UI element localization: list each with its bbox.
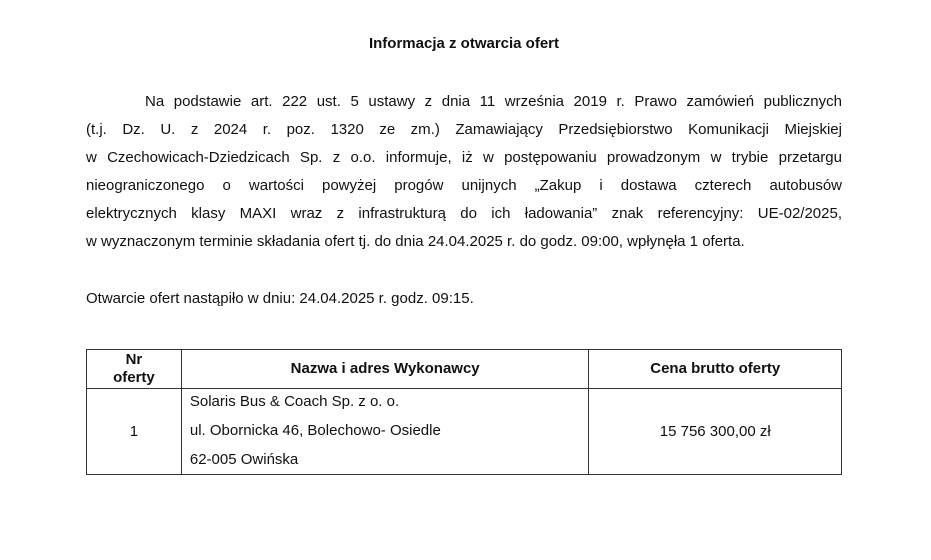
contractor-cell	[181, 389, 589, 475]
offer-number-cell: 1	[87, 389, 182, 475]
contractor-name: Solaris Bus & Coach Sp. z o. o.	[189, 393, 400, 410]
header-nr-label: Nr	[125, 351, 143, 368]
paragraph-line: nieograniczonego o wartości powyżej progów unijnych „Zakup i dostawa czterech autobusów	[86, 177, 842, 194]
header-contractor-name: Nazwa i adres Wykonawcy	[181, 350, 589, 389]
opening-date-text: Otwarcie ofert nastąpiło w dniu: 24.04.2025 r. godz. 09:15.	[86, 290, 474, 307]
paragraph-line: w Czechowicach-Dziedzicach Sp. z o.o. informuje, iż w postępowaniu prowadzonym w trybie przetargu	[86, 149, 842, 166]
paragraph-line: elektrycznych klasy MAXI wraz z infrastrukturą do ich ładowania” znak referencyjny: UE-02/2025,	[86, 205, 842, 222]
offers-table	[86, 349, 842, 475]
paragraph-line: w wyznaczonym terminie składania ofert tj. do dnia 24.04.2025 r. do godz. 09:00, wpłynęła 1 oferta.	[86, 233, 745, 250]
header-oferty-label: oferty	[113, 369, 155, 386]
contractor-street: ul. Obornicka 46, Bolechowo- Osiedle	[189, 422, 441, 439]
document-title: Informacja z otwarcia ofert	[368, 35, 560, 52]
table-header-row	[87, 350, 842, 389]
contractor-city: 62-005 Owińska	[189, 451, 299, 468]
table-row	[87, 389, 842, 475]
paragraph-line: (t.j. Dz. U. z 2024 r. poz. 1320 ze zm.) Zamawiający Przedsiębiorstwo Komunikacji Miejskiej	[86, 121, 842, 138]
paragraph-line: Na podstawie art. 222 ust. 5 ustawy z dnia 11 września 2019 r. Prawo zamówień publicznych	[145, 93, 842, 110]
main-paragraph	[86, 88, 842, 256]
header-gross-price: Cena brutto oferty	[589, 350, 842, 389]
header-offer-number	[87, 350, 182, 389]
offer-price-cell: 15 756 300,00 zł	[589, 389, 842, 475]
